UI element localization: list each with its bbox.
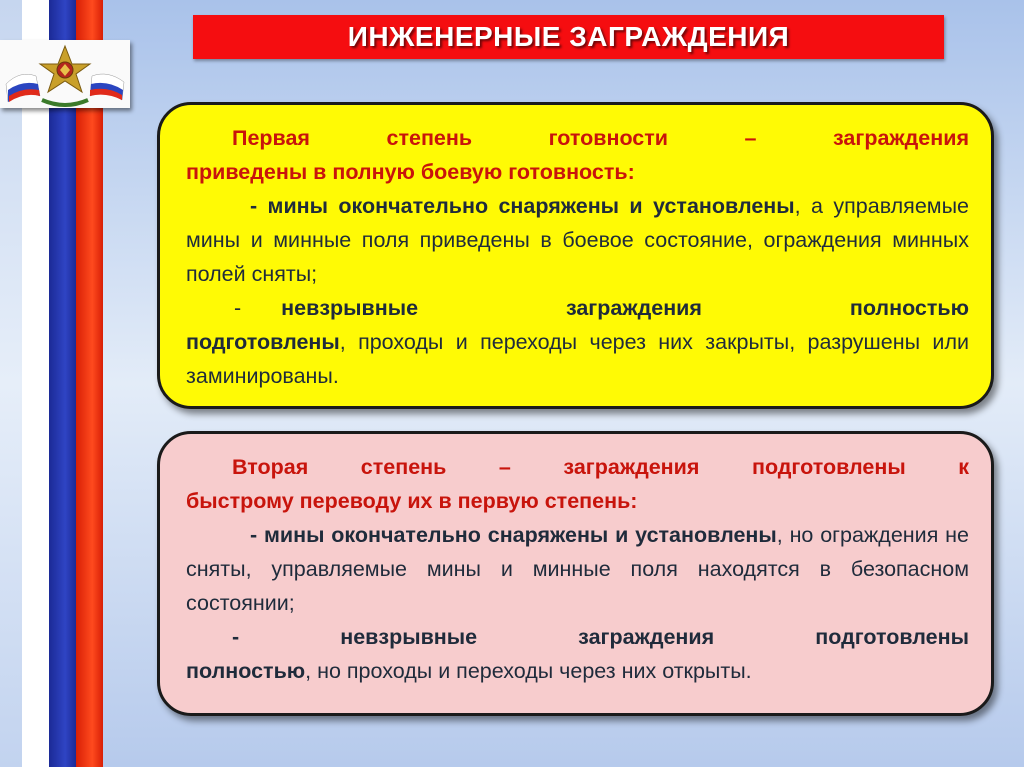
first-degree-item1-comma: , [794, 194, 801, 218]
first-degree-item2-cont [186, 325, 969, 393]
emblem-icon [0, 40, 130, 108]
first-degree-heading-line1: Первая степень готовности – заграждения [232, 126, 969, 150]
first-degree-item1-rest: а управляемые мины и минные поля приведены в боевое состояние, ограждения минных полей сняты; [186, 194, 969, 286]
second-degree-item2: - невзрывные заграждения подготовлены [232, 625, 969, 649]
second-degree-box [157, 431, 994, 716]
flag-stripes [0, 0, 104, 767]
first-degree-item2-rest: , проходы и переходы через них закрыты, разрушены или заминированы. [186, 330, 969, 388]
second-degree-heading-line2: быстрому переводу их в первую степень: [186, 489, 638, 513]
second-degree-item1-rest: но ограждения не сняты, управляемые мины и минные поля находятся в безопасном состоянии; [186, 523, 969, 615]
first-degree-item2 [186, 291, 969, 325]
first-degree-heading-line2: приведены в полную боевую готовность: [186, 160, 635, 184]
stripe-background [0, 0, 22, 767]
stripe-white [22, 0, 50, 767]
stripe-blue [49, 0, 76, 767]
first-degree-item2-bold2: подготовлены [186, 330, 340, 354]
second-degree-item2-bold2: полностью [186, 659, 306, 683]
first-degree-item2-bold-line: невзрывные заграждения полностью [281, 296, 969, 320]
page-title: ИНЖЕНЕРНЫЕ ЗАГРАЖДЕНИЯ [347, 21, 790, 52]
stripe-red [76, 0, 103, 767]
first-degree-item1-bold: - мины окончательно снаряжены и установлены [250, 194, 795, 218]
second-degree-item1-bold: - мины окончательно снаряжены и установлены [250, 523, 777, 547]
second-degree-heading-line1: Вторая степень – заграждения подготовлены к [232, 455, 969, 479]
first-degree-item1 [186, 189, 969, 291]
title-bar [193, 15, 944, 59]
first-degree-item2-dash: - [234, 296, 242, 320]
second-degree-item1 [186, 518, 969, 620]
second-degree-item2-rest: , но проходы и переходы через них открыты. [305, 659, 752, 683]
second-degree-item2-cont [186, 654, 969, 688]
first-degree-box [157, 102, 994, 409]
second-degree-item1-comma: , [776, 523, 783, 547]
